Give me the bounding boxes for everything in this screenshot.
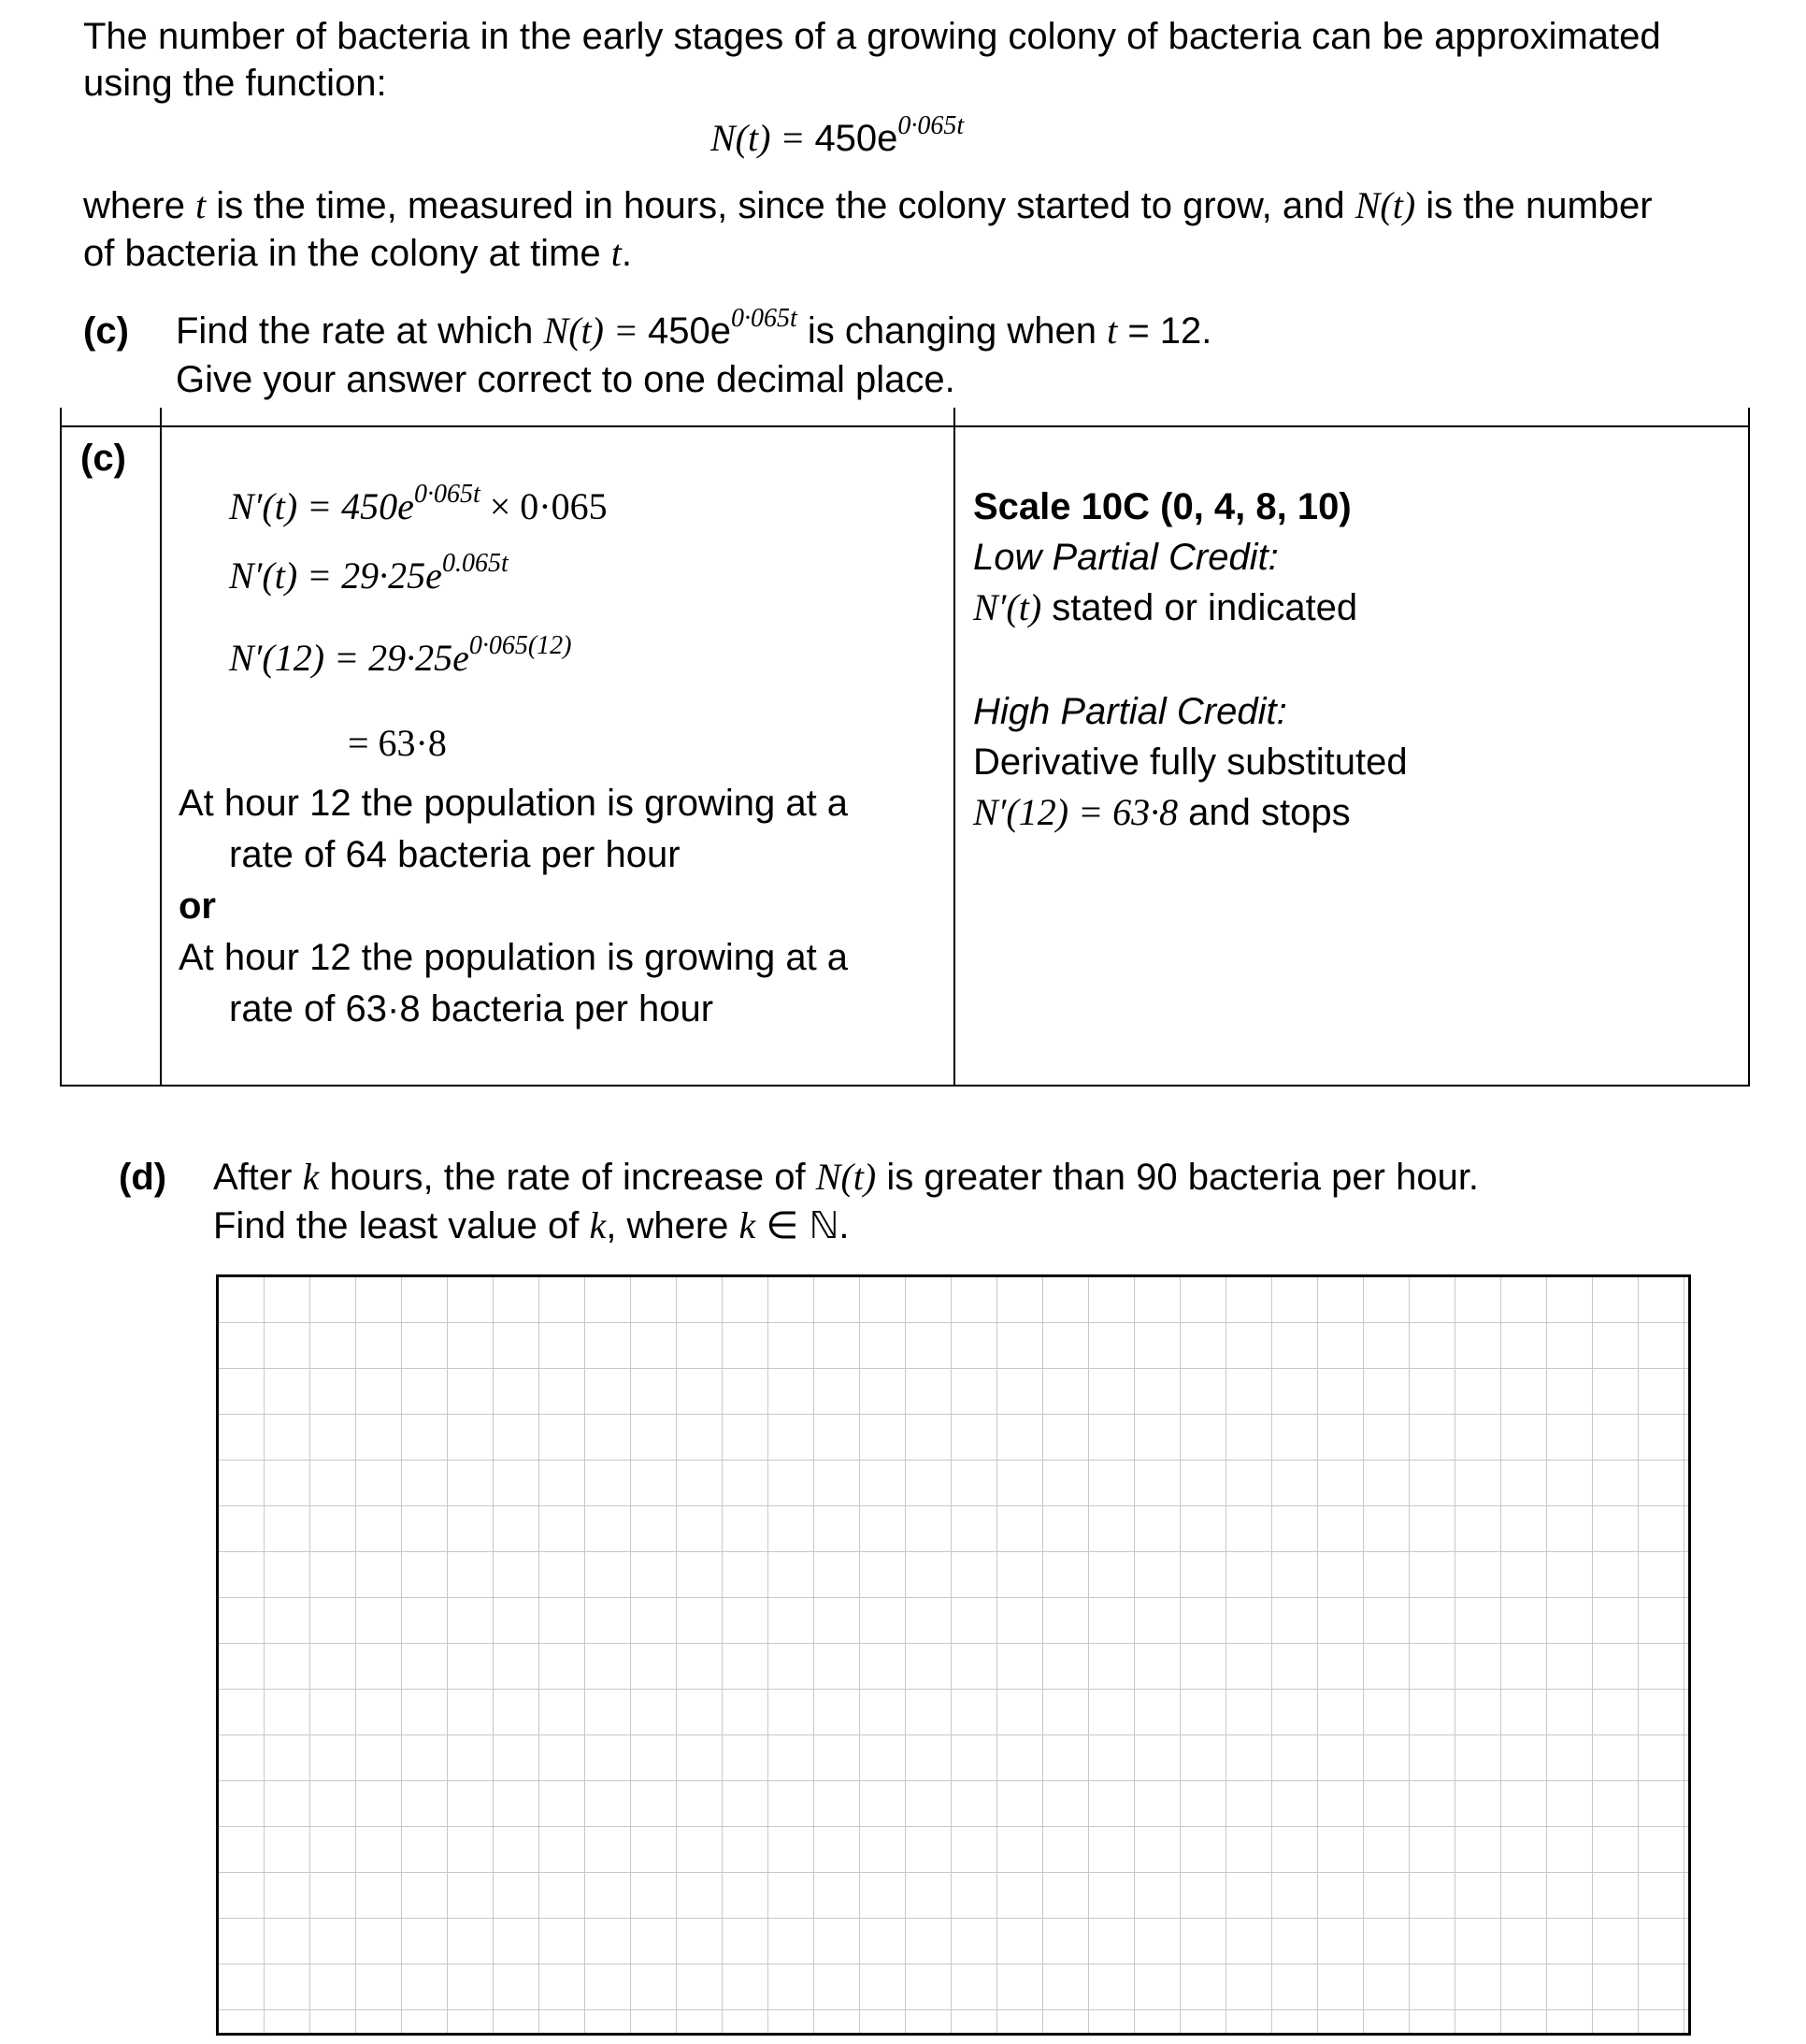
intro-where-line-1 <box>83 181 1653 230</box>
high-credit-N: N′(12) = 63·8 <box>973 791 1179 833</box>
scale-title: Scale 10C (0, 4, 8, 10) <box>973 486 1352 527</box>
low-credit-N: N′(t) <box>973 586 1042 628</box>
low-partial-credit-title: Low Partial Credit: <box>973 537 1279 578</box>
part-d-q-text-a: After <box>213 1157 303 1198</box>
or-label: or <box>179 885 216 927</box>
where-text-b: is the time, measured in hours, since the colony started to grow, and <box>206 185 1355 226</box>
part-d-q2-k: k <box>589 1204 607 1246</box>
part-c-q-text-b: is changing when <box>796 310 1108 352</box>
solution-step-4: = 63·8 <box>348 722 447 764</box>
answer-2-line-2: rate of 63·8 bacteria per hour <box>229 988 714 1029</box>
part-c-q-text-c: = 12. <box>1117 310 1212 352</box>
part-d-question-line-2 <box>213 1202 850 1250</box>
where2-text-a: of bacteria in the colony at time <box>83 233 611 274</box>
sol2-lhs: N′(t) = 29·25e <box>229 554 442 597</box>
part-d-q-N: N(t) <box>815 1156 877 1198</box>
table-left-border <box>60 408 62 1087</box>
part-c-q-text-a: Find the rate at which <box>176 310 544 352</box>
part-c-q-exponent: 0·065t <box>730 304 797 333</box>
high-partial-credit-line-2 <box>973 788 1351 837</box>
low-credit-rest: stated or indicated <box>1041 587 1358 628</box>
sol2-exponent: 0.065t <box>441 549 509 578</box>
solution-step-3 <box>229 631 572 683</box>
formula-lhs: N(t) = <box>710 117 815 159</box>
part-d-q2-text-a: Find the least value of <box>213 1205 590 1246</box>
part-c-question-line-2: Give your answer correct to one decimal place. <box>176 359 955 400</box>
table-bottom-border <box>60 1085 1750 1087</box>
where-N: N(t) <box>1354 184 1416 226</box>
where-text-c: is the number <box>1415 185 1653 226</box>
part-d-q-text-b: hours, the rate of increase of <box>319 1157 816 1198</box>
sol3-lhs: N′(12) = 29·25e <box>229 637 469 679</box>
formula-exponent: 0·065t <box>897 111 965 140</box>
part-c-q-N: N(t) = <box>543 309 648 352</box>
intro-where-line-2 <box>83 229 632 278</box>
where2-text-b: . <box>621 233 632 274</box>
sol1-lhs: N′(t) = 450e <box>229 485 414 527</box>
table-top-border <box>60 425 1750 427</box>
intro-formula <box>710 111 965 163</box>
sol3-exponent: 0·065(12) <box>468 631 572 660</box>
where-text-a: where <box>83 185 196 226</box>
where2-t: t <box>610 232 622 274</box>
part-d-q2-text-c: ∈ ℕ. <box>755 1205 850 1246</box>
answer-2-line-1: At hour 12 the population is growing at a <box>179 937 849 978</box>
high-credit-rest: and stops <box>1178 792 1351 833</box>
part-d-q2-k2: k <box>738 1204 756 1246</box>
high-partial-credit-line-1: Derivative fully substituted <box>973 741 1408 783</box>
part-d-question-line-1 <box>213 1153 1479 1202</box>
intro-line-2: using the function: <box>83 63 387 104</box>
solution-step-1 <box>229 482 608 531</box>
answer-1-line-1: At hour 12 the population is growing at a <box>179 783 849 824</box>
answer-grid[interactable] <box>216 1274 1691 2036</box>
part-d-q-text-c: is greater than 90 bacteria per hour. <box>876 1157 1480 1198</box>
table-right-border <box>1748 408 1750 1087</box>
answer-1-line-2: rate of 64 bacteria per hour <box>229 834 681 875</box>
formula-base: 450e <box>814 118 898 159</box>
part-d-q2-text-b: , where <box>606 1205 739 1246</box>
table-divider-2 <box>953 408 955 1087</box>
part-c-q-t: t <box>1107 309 1118 352</box>
solution-step-2 <box>229 549 509 600</box>
sol1-rhs: × 0·065 <box>480 485 608 527</box>
intro-line-1: The number of bacteria in the early stages of a growing colony of bacteria can be approximated <box>83 16 1661 57</box>
sol1-exponent: 0·065t <box>413 480 480 509</box>
low-partial-credit-text <box>973 583 1357 632</box>
part-d-label: (d) <box>119 1157 167 1198</box>
part-c-label: (c) <box>83 310 129 352</box>
part-d-q-k: k <box>302 1156 320 1198</box>
table-part-label: (c) <box>80 438 126 479</box>
part-c-q-base: 450e <box>647 310 731 352</box>
where-t: t <box>195 184 207 226</box>
table-divider-1 <box>160 408 162 1087</box>
high-partial-credit-title: High Partial Credit: <box>973 691 1287 732</box>
part-c-question-line-1 <box>176 304 1212 355</box>
